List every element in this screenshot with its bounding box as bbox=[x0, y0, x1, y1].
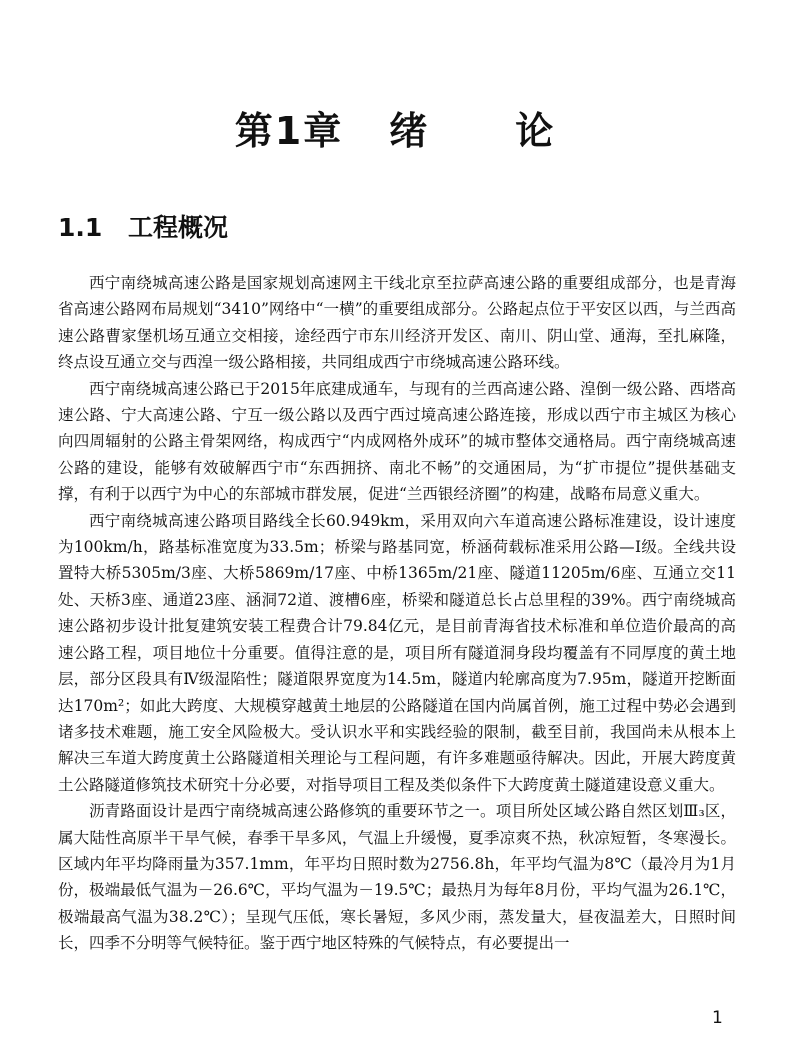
chapter-title-char-1: 绪 bbox=[389, 109, 430, 153]
chapter-title bbox=[0, 100, 790, 155]
paragraph-2: 西宁南绕城高速公路已于2015年底建成通车，与现有的兰西高速公路、湟倒一级公路、西塔高速公路、宁大高速公路、宁互一级公路以及西宁西过境高速公路连接，形成以西宁市主城区为核心向四周辐射的公路主骨架网络，构成西宁“内成网格外成环”的城市整体交通格局。西宁南绕城高速公路的建设，能够有效破解西宁市“东西拥挤、南北不畅”的交通困局，为“扩市提位”提供基础支撑，有利于以西宁为中心的东部城市群发展，促进“兰西银经济圈”的构建，战略布局意义重大。 bbox=[58, 379, 736, 504]
page-number: 1 bbox=[712, 1008, 723, 1028]
body-text bbox=[58, 270, 736, 957]
section-heading bbox=[58, 208, 228, 244]
chapter-title-char-2: 论 bbox=[515, 109, 556, 153]
paragraph-3: 西宁南绕城高速公路项目路线全长60.949km，采用双向六车道高速公路标准建设，设计速度为100km/h，路基标准宽度为33.5m；桥梁与路基同宽，桥涵荷载标准采用公路—Ⅰ级。全线共设置特大桥5305m/3座、大桥5869m/17座、中桥1365m/21座、隧道11205m/6座、互通立交11处、天桥3座、通道23座、涵洞72道、渡槽6座，桥梁和隧道总长占总里程的39%。西宁南绕城高速公路初步设计批复建筑安装工程费合计79.84亿元，是目前青海省技术标准和单位造价最高的高速公路工程，项目地位十分重要。值得注意的是，项目所有隧道洞身段均覆盖有不同厚度的黄土地层，部分区段具有Ⅳ级湿陷性；隧道限界宽度为14.5m，隧道内轮廓高度为7.95m，隧道开挖断面达170m²；如此大跨度、大规模穿越黄土地层的公路隧道在国内尚属首例，施工过程中势必会遇到诸多技术难题，施工安全风险极大。受认识水平和实践经验的限制，截至目前，我国尚未从根本上解决三车道大跨度黄土公路隧道相关理论与工程问题，有许多难题亟待解决。因此，开展大跨度黄土公路隧道修筑技术研究十分必要，对指导项目工程及类似条件下大跨度黄土隧道建设意义重大。 bbox=[58, 511, 736, 794]
section-number: 1.1 bbox=[58, 213, 103, 242]
section-title: 工程概况 bbox=[128, 213, 229, 242]
paragraph-4: 沥青路面设计是西宁南绕城高速公路修筑的重要环节之一。项目所处区域公路自然区划Ⅲ₃区，属大陆性高原半干旱气候，春季干旱多风，气温上升缓慢，夏季凉爽不热，秋凉短暂，冬寒漫长。区域内年平均降雨量为357.1mm，年平均日照时数为2756.8h，年平均气温为8℃（最冷月为1月份，极端最低气温为－26.6℃，平均气温为－19.5℃；最热月为每年8月份，平均气温为26.1℃，极端最高气温为38.2℃）；呈现气压低，寒长暑短，多风少雨，蒸发量大，昼夜温差大，日照时间长，四季不分明等气候特征。鉴于西宁地区特殊的气候特点，有必要提出一 bbox=[58, 802, 736, 953]
paragraph-1: 西宁南绕城高速公路是国家规划高速网主干线北京至拉萨高速公路的重要组成部分，也是青海省高速公路网布局规划“3410”网络中“一横”的重要组成部分。公路起点位于平安区以西，与兰西高速公路曹家堡机场互通立交相接，途经西宁市东川经济开发区、南川、阴山堂、通海，至扎麻隆，终点设互通立交与西湟一级公路相接，共同组成西宁市绕城高速公路环线。 bbox=[58, 274, 736, 372]
chapter-number: 第1章 bbox=[234, 109, 344, 153]
